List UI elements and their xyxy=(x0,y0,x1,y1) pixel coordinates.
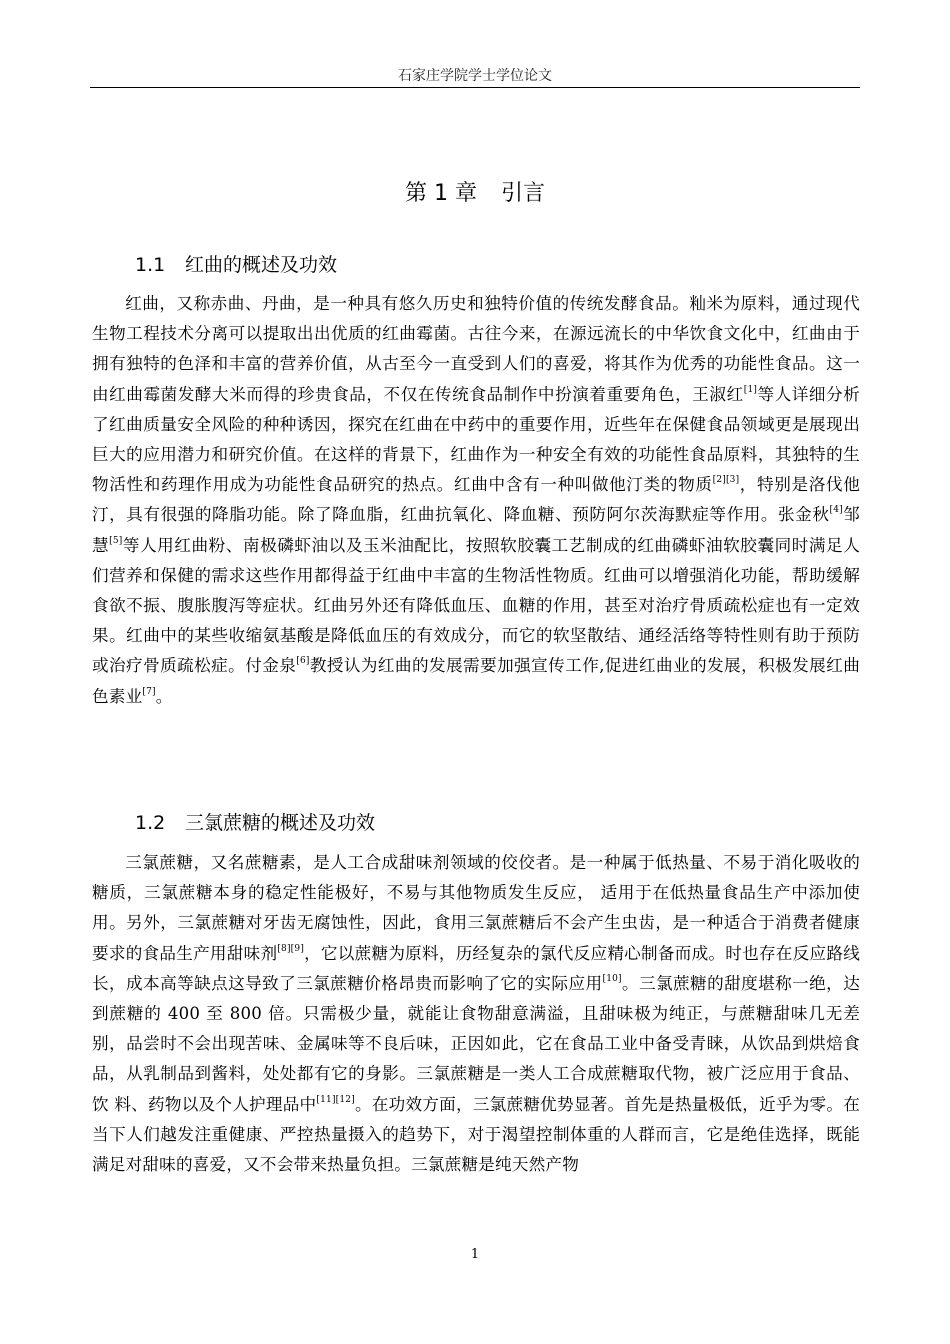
section-title: 三氯蔗糖的概述及功效 xyxy=(185,812,376,834)
section-heading-1-2 xyxy=(135,808,375,838)
text-run: 等人用红曲粉、南极磷虾油以及玉米油配比，按照软胶囊工艺制成的红曲磷虾油软胶囊同时满足人们营养和保健的需求这些作用都得益于红曲中丰富的生物活性物质。红曲可以增强消化功能，帮助缓解食欲不振、腹胀腹泻等症状。红曲另外还有降低血压、血糖的作用，甚至对治疗骨质疏松症也有一定效果。红曲中的某些收缩氨基酸是降低血压的有效成分，而它的软坚散结、通经活络等特性则有助于预防或治疗骨质疏松症。付金泉 xyxy=(92,535,860,676)
citation: [1] xyxy=(743,384,758,395)
page-header xyxy=(90,66,860,88)
citation: [6] xyxy=(296,656,310,667)
citation: [10] xyxy=(602,973,622,984)
header-text: 石家庄学院学士学位论文 xyxy=(398,68,552,84)
text-run: 。 xyxy=(155,686,173,706)
text-run: 三氯蔗糖，又名蔗糖素，是人工合成甜味剂领域的佼佼者。是一种属于低热量、不易于消化吸收的糖质，三氯蔗糖本身的稳定性能极好，不易与其他物质发生反应， 适用于在低热量食品生产中添加使用。另外，三氯蔗糖对牙齿无腐蚀性，因此，食用三氯蔗糖后不会产生虫齿，是一种适合于消费者健康要求的食品生产用甜味剂 xyxy=(92,853,860,963)
citation: [7] xyxy=(142,686,156,697)
section-heading-1-1 xyxy=(135,250,337,280)
chapter-name: 引言 xyxy=(500,181,545,206)
text-run: ，它以蔗糖为原料，历经复杂的氯代反应精心制备而成。时也存在反应路线长，成本高等缺点这导致了三氯蔗糖价格昂贵而影响了它的实际应用 xyxy=(92,943,860,993)
section-title: 红曲的概述及功效 xyxy=(185,254,338,276)
text-run: 等人详细分析了红曲质量安全风险的种种诱因，探究在红曲在中药中的重要作用，近些年在保健食品领域更是展现出巨大的应用潜力和研究价值。在这样的背景下，红曲作为一种安全有效的功能性食品原料，其独特的生物活性和药理作用成为功能性食品研究的热点。红曲中含有一种叫做他汀类的物质 xyxy=(92,384,860,495)
text-run: 。在功效方面，三氯蔗糖优势显著。首先是热量极低，近乎为零。在当下人们越发注重健康、严控热量摄入的趋势下，对于渴望控制体重的人群而言，它是绝佳选择，既能满足对甜味的喜爱，又不会带来热量负担。三氯蔗糖是纯天然产物 xyxy=(92,1094,860,1175)
page-number xyxy=(0,1246,950,1264)
text-run: 邹慧 xyxy=(92,505,860,555)
paragraph-sucralose xyxy=(92,848,860,1180)
citation: [11][12] xyxy=(316,1094,355,1105)
paragraph-red-yeast-rice xyxy=(92,289,860,712)
page-number-text: 1 xyxy=(470,1247,480,1262)
citation: [4] xyxy=(829,505,843,516)
chapter-title xyxy=(0,176,950,212)
section-number: 1.1 xyxy=(135,254,166,276)
text-run: 。三氯蔗糖的甜度堪称一绝，达到蔗糖的 400 至 800 倍。只需极少量，就能让食物甜意满溢，且甜味极为纯正，与蔗糖甜味几无差别，品尝时不会出现苦味、金属味等不良后味，正因如此，它在食品工业中备受青睐，从饮品到烘焙食品，从乳制品到酱料，处处都有它的身影。三氯蔗糖是一类人工合成蔗糖取代物，被广泛应用于食品、饮 料、药物以及个人护理品中 xyxy=(92,973,860,1114)
text-run: ，特别是洛伐他汀，具有很强的降脂功能。除了降血脂，红曲抗氧化、降血糖、预防阿尔茨海默症等作用。张金秋 xyxy=(92,475,861,525)
text-run: 红曲，又称赤曲、丹曲，是一种具有悠久历史和独特价值的传统发酵食品。籼米为原料，通过现代生物工程技术分离可以提取出出优质的红曲霉菌。古往今来，在源远流长的中华饮食文化中，红曲由于拥有独特的色泽和丰富的营养价值，从古至今一直受到人们的喜爱，将其作为优秀的功能性食品。这一由红曲霉菌发酵大米而得的珍贵食品，不仅在传统食品制作中扮演着重要角色，王淑红 xyxy=(92,294,860,404)
citation: [8][9] xyxy=(277,943,305,954)
section-number: 1.2 xyxy=(135,812,166,834)
text-run: 教授认为红曲的发展需要加强宣传工作,促进红曲业的发展，积极发展红曲色素业 xyxy=(92,656,861,706)
chapter-number: 第 1 章 xyxy=(405,181,477,206)
citation: [5] xyxy=(109,535,123,546)
citation: [2][3] xyxy=(712,475,740,486)
